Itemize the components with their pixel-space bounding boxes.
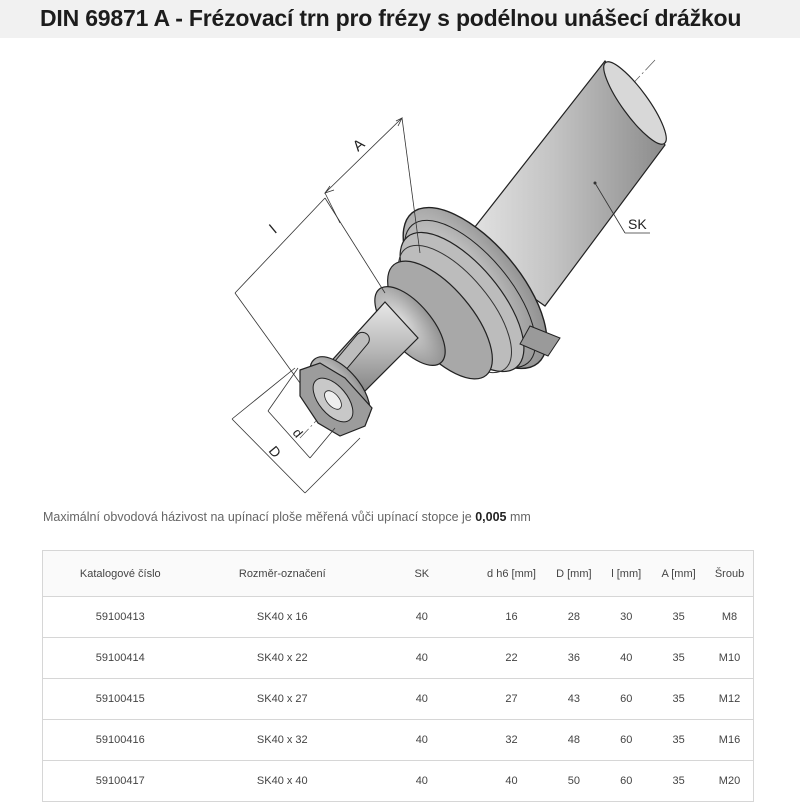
cell-sk: 40 <box>367 720 477 761</box>
cell-d: 27 <box>477 679 547 720</box>
cell-d: 32 <box>477 720 547 761</box>
cell-d: 16 <box>477 597 547 638</box>
cell-l: 40 <box>601 638 651 679</box>
title-bar <box>0 0 800 38</box>
cell-catalog: 59100415 <box>43 679 198 720</box>
cell-D: 48 <box>546 720 601 761</box>
cell-A: 35 <box>651 679 706 720</box>
label-A: A <box>349 135 369 156</box>
cell-screw: M10 <box>706 638 753 679</box>
note-unit: mm <box>506 510 531 524</box>
cell-size: SK40 x 16 <box>198 597 367 638</box>
header-A: A [mm] <box>651 551 706 597</box>
cell-catalog: 59100413 <box>43 597 198 638</box>
table-header-row <box>43 551 754 597</box>
table-row <box>43 761 754 802</box>
note-value: 0,005 <box>475 510 507 524</box>
cell-screw: M16 <box>706 720 753 761</box>
cell-D: 28 <box>546 597 601 638</box>
label-d: d <box>289 425 306 441</box>
header-l: l [mm] <box>601 551 651 597</box>
cell-size: SK40 x 40 <box>198 761 367 802</box>
cell-sk: 40 <box>367 679 477 720</box>
table-row <box>43 679 754 720</box>
header-d: d h6 [mm] <box>477 551 547 597</box>
page-title: DIN 69871 A - Frézovací trn pro frézy s podélnou unášecí drážkou <box>40 5 742 31</box>
cell-l: 60 <box>601 761 651 802</box>
cell-l: 30 <box>601 597 651 638</box>
header-sk: SK <box>367 551 477 597</box>
cell-catalog: 59100416 <box>43 720 198 761</box>
cell-l: 60 <box>601 679 651 720</box>
cell-D: 36 <box>546 638 601 679</box>
cell-sk: 40 <box>367 761 477 802</box>
table-row <box>43 597 754 638</box>
label-l: l <box>266 221 281 238</box>
cell-size: SK40 x 27 <box>198 679 367 720</box>
cell-sk: 40 <box>367 597 477 638</box>
label-SK: SK <box>628 216 647 232</box>
runout-note <box>43 510 531 524</box>
label-D: D <box>265 442 285 461</box>
cell-catalog: 59100414 <box>43 638 198 679</box>
cell-size: SK40 x 32 <box>198 720 367 761</box>
header-size: Rozměr-označení <box>198 551 367 597</box>
cell-A: 35 <box>651 597 706 638</box>
cell-l: 60 <box>601 720 651 761</box>
cell-D: 43 <box>546 679 601 720</box>
cell-d: 22 <box>477 638 547 679</box>
table-row <box>43 720 754 761</box>
table-row <box>43 638 754 679</box>
cell-A: 35 <box>651 761 706 802</box>
cell-catalog: 59100417 <box>43 761 198 802</box>
cell-screw: M8 <box>706 597 753 638</box>
spec-table <box>42 550 754 802</box>
cell-sk: 40 <box>367 638 477 679</box>
cell-A: 35 <box>651 638 706 679</box>
header-screw: Šroub <box>706 551 753 597</box>
note-text: Maximální obvodová házivost na upínací ploše měřená vůči upínací stopce je <box>43 510 476 524</box>
cell-screw: M12 <box>706 679 753 720</box>
technical-drawing <box>0 38 800 508</box>
header-catalog: Katalogové číslo <box>43 551 198 597</box>
cell-A: 35 <box>651 720 706 761</box>
cell-screw: M20 <box>706 761 753 802</box>
cell-d: 40 <box>477 761 547 802</box>
header-D: D [mm] <box>546 551 601 597</box>
cell-size: SK40 x 22 <box>198 638 367 679</box>
cell-D: 50 <box>546 761 601 802</box>
